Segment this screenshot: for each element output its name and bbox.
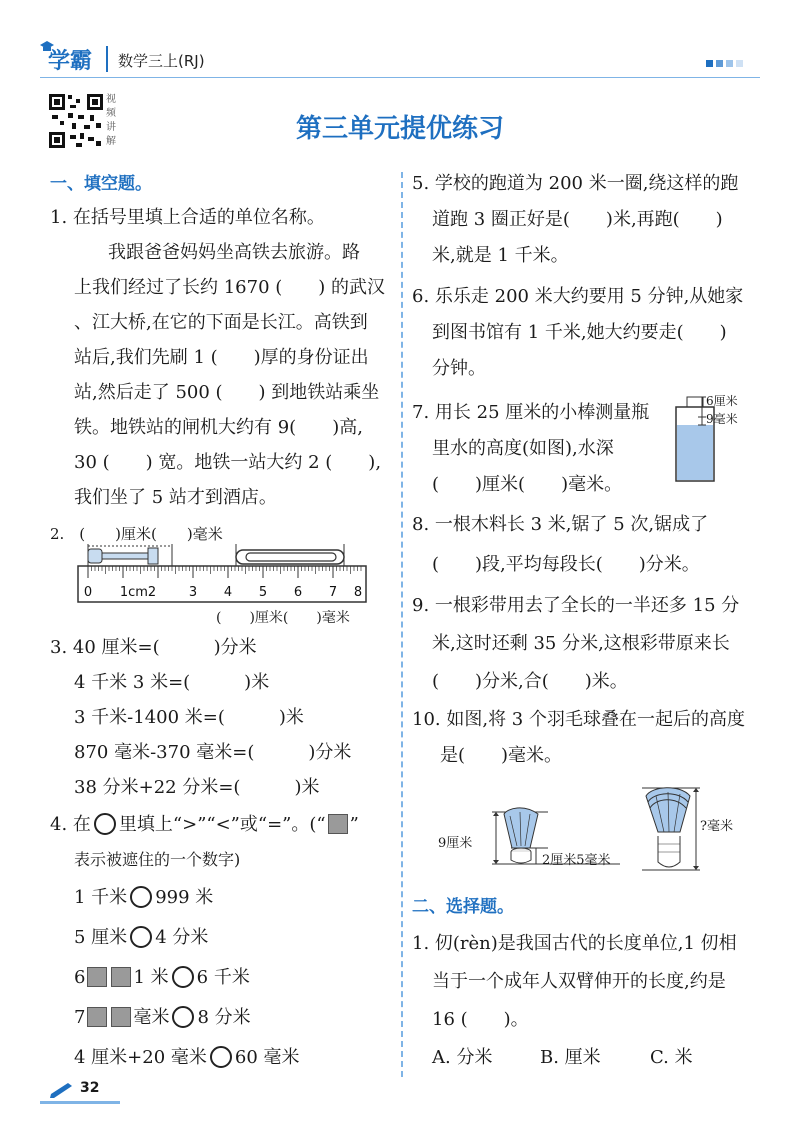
hidden-digit-icon — [87, 1007, 107, 1027]
header-rule — [40, 77, 760, 78]
q4-item: 5 厘米 4 分米 — [74, 927, 209, 948]
bottle-label-bottom: 9毫米 — [706, 412, 738, 426]
q4-item: 1 千米 999 米 — [74, 887, 214, 908]
q2-prompt: 2. ( )厘米( )毫米 — [50, 525, 223, 543]
q7-line: ( )厘米( )毫米。 — [432, 474, 623, 495]
header-square — [726, 60, 733, 67]
hidden-digit-icon — [87, 967, 107, 987]
ruler-label: 8 — [353, 585, 363, 600]
q1-line: 我跟爸爸妈妈坐高铁去旅游。路 — [108, 242, 360, 263]
c1-option-b[interactable]: B. 厘米 — [540, 1047, 601, 1068]
section-heading-choice: 二、选择题。 — [412, 897, 514, 917]
qr-video-label: 视频讲解 — [106, 94, 116, 147]
q7-line: 里水的高度(如图),水深 — [432, 438, 614, 459]
shuttle-label-left: 9厘米 — [438, 836, 473, 851]
pencil-icon — [48, 1082, 74, 1100]
q3-line: 3. 40 厘米=( )分米 — [50, 637, 257, 658]
section-heading-fill-in: 一、填空题。 — [50, 174, 152, 194]
q7-line: 7. 用长 25 厘米的小棒测量瓶 — [412, 402, 650, 423]
page-title: 第三单元提优练习 — [295, 114, 504, 144]
header-square — [716, 60, 723, 67]
q3-line: 3 千米-1400 米=( )米 — [74, 707, 304, 728]
answer-circle[interactable] — [172, 1006, 194, 1028]
q4-item: 6 1 米 6 千米 — [74, 967, 250, 988]
q1-line: 铁。地铁站的闸机大约有 9( )高, — [74, 417, 363, 438]
page-number: 32 — [80, 1080, 100, 1096]
q4-item: 7 毫米 8 分米 — [74, 1007, 251, 1028]
c1-line: 当于一个成年人双臂伸开的长度,约是 — [432, 971, 726, 992]
c1-line: 16 ( )。 — [432, 1009, 529, 1030]
q5-line: 道跑 3 圈正好是( )米,再跑( ) — [432, 209, 723, 230]
q10-line: 10. 如图,将 3 个羽毛球叠在一起后的高度 — [412, 709, 745, 730]
q5-line: 米,就是 1 千米。 — [432, 245, 569, 266]
q3-line: 38 分米+22 分米=( )米 — [74, 777, 320, 798]
subject-label: 数学三上(RJ) — [118, 52, 205, 70]
column-divider — [401, 172, 403, 1077]
c1-line: 1. 仞(rèn)是我国古代的长度单位,1 仞相 — [412, 933, 737, 954]
ruler-label: 0 — [83, 585, 93, 600]
ruler-label: 3 — [188, 585, 198, 600]
q1-line: 站,然后走了 500 ( ) 到地铁站乘坐 — [74, 382, 380, 403]
q6-line: 到图书馆有 1 千米,她大约要走( ) — [432, 322, 727, 343]
brand-logo: 学霸 — [48, 49, 93, 74]
q10-line: 是( )毫米。 — [440, 745, 563, 766]
q1-line: 、江大桥,在它的下面是长江。高铁到 — [74, 312, 368, 333]
q3-line: 4 千米 3 米=( )米 — [74, 672, 270, 693]
q2-answer-line: ( )厘米( )毫米 — [216, 610, 350, 626]
hidden-digit-icon — [111, 1007, 131, 1027]
answer-circle[interactable] — [172, 966, 194, 988]
q4-item: 4 厘米+20 毫米 60 毫米 — [74, 1047, 300, 1068]
shuttle-label-mid: 2厘米5毫米 — [542, 853, 611, 868]
q6-line: 6. 乐乐走 200 米大约要用 5 分钟,从她家 — [412, 286, 744, 307]
ruler-label: 5 — [258, 585, 268, 600]
q9-line: ( )分米,合( )米。 — [432, 671, 628, 692]
footer-rule — [40, 1101, 120, 1104]
c1-option-a[interactable]: A. 分米 — [432, 1047, 493, 1068]
answer-circle[interactable] — [210, 1046, 232, 1068]
q9-line: 9. 一根彩带用去了全长的一半还多 15 分 — [412, 595, 740, 616]
shuttle-label-right: ?毫米 — [700, 819, 733, 834]
hidden-digit-icon — [111, 967, 131, 987]
page-header — [0, 0, 800, 80]
q4-prompt-line2: 表示被遮住的一个数字) — [74, 850, 241, 869]
ruler-figure — [76, 544, 376, 606]
q3-line: 870 毫米-370 毫米=( )分米 — [74, 742, 352, 763]
q1-line: 30 ( ) 宽。地铁一站大约 2 ( ), — [74, 452, 382, 473]
q8-line: ( )段,平均每段长( )分米。 — [432, 554, 700, 575]
ruler-label: 6 — [293, 585, 303, 600]
c1-option-c[interactable]: C. 米 — [650, 1047, 693, 1068]
header-square — [736, 60, 743, 67]
hidden-digit-icon — [328, 814, 348, 834]
q6-line: 分钟。 — [432, 358, 486, 379]
ruler-label: 4 — [223, 585, 233, 600]
ruler-label: 1cm2 — [119, 585, 157, 600]
q1-line: 上我们经过了长约 1670 ( ) 的武汉 — [74, 277, 386, 298]
logo-divider — [106, 46, 108, 72]
q4-prompt: 4. 在 里填上“>”“<”或“=”。(“ ” — [50, 814, 359, 835]
ruler-label: 7 — [328, 585, 338, 600]
bottle-label-top: 6厘米 — [706, 394, 738, 408]
q8-line: 8. 一根木料长 3 米,锯了 5 次,锯成了 — [412, 514, 709, 535]
q1-line: 我们坐了 5 站才到酒店。 — [74, 487, 277, 508]
header-square — [706, 60, 713, 67]
answer-circle[interactable] — [130, 926, 152, 948]
answer-circle[interactable] — [130, 886, 152, 908]
water-bottle-figure — [670, 395, 760, 485]
q1-prompt: 1. 在括号里填上合适的单位名称。 — [50, 207, 325, 228]
q5-line: 5. 学校的跑道为 200 米一圈,绕这样的跑 — [412, 173, 739, 194]
q9-line: 米,这时还剩 35 分米,这根彩带原来长 — [432, 633, 730, 654]
q1-line: 站后,我们先刷 1 ( )厚的身份证出 — [74, 347, 369, 368]
compare-circle-icon — [94, 813, 116, 835]
